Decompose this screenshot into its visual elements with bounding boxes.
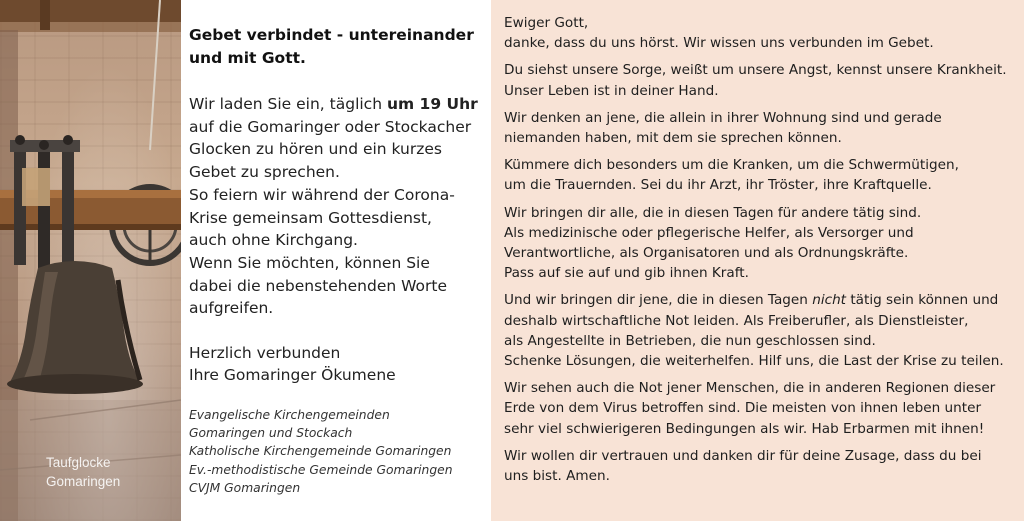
invitation-text	[189, 93, 491, 320]
prayer-paragraph-2	[504, 60, 1014, 100]
greeting	[189, 342, 491, 386]
prayer-line: Verantwortliche, als Organisatoren und als Ordnungskräfte.	[504, 245, 909, 262]
organization-line: Gomaringen und Stockach	[189, 426, 353, 441]
prayer-line-end: tätig sein können und	[846, 292, 999, 309]
photo-caption	[46, 453, 176, 491]
caption-line: Gomaringen	[46, 474, 121, 489]
prayer-line: deshalb wirtschaftliche Not leiden. Als Freiberufler, als Dienstleister,	[504, 312, 969, 329]
prayer-line: als Angestellte in Betrieben, die nun geschlossen sind.	[504, 332, 876, 349]
invite-line: aufgreifen.	[189, 299, 274, 318]
invite-line: auch ohne Kirchgang.	[189, 231, 358, 250]
greeting-line: Herzlich verbunden	[189, 344, 341, 363]
prayer-line: Erde von dem Virus betroffen sind. Die meisten von ihnen leben unter	[504, 400, 982, 417]
bell-illustration	[0, 0, 181, 521]
invite-time: um 19 Uhr	[386, 95, 478, 113]
prayer-line: Wir sehen auch die Not jener Menschen, die in anderen Regionen dieser	[504, 380, 996, 397]
invite-line: auf die Gomaringer oder Stockacher	[189, 117, 472, 136]
caption-line: Taufglocke	[46, 455, 111, 470]
prayer-line: sehr viel schwierigeren Bedingungen als wir. Hab Erbarmen mit ihnen!	[504, 420, 985, 437]
prayer-line: uns bist. Amen.	[504, 468, 610, 485]
prayer-line: Kümmere dich besonders um die Kranken, um die Schwermütigen,	[504, 157, 959, 174]
organization-line: CVJM Gomaringen	[189, 480, 301, 495]
prayer-paragraph-3	[504, 108, 1014, 148]
invite-line: Gebet zu sprechen.	[189, 163, 340, 182]
prayer-line: Wir denken an jene, die allein in ihrer Wohnung sind und gerade	[504, 109, 942, 126]
invite-line-start: Wir laden Sie ein, täglich	[189, 95, 387, 113]
prayer-line: Wir bringen dir alle, die in diesen Tagen für andere tätig sind.	[504, 204, 922, 221]
prayer-line: niemanden haben, mit dem sie sprechen können.	[504, 130, 842, 147]
organization-line: Ev.-methodistische Gemeinde Gomaringen	[189, 462, 453, 477]
prayer-line: Wir wollen dir vertrauen und danken dir für deine Zusage, dass du bei	[504, 447, 982, 464]
invitation-panel	[181, 0, 491, 521]
prayer-paragraph-5	[504, 203, 1014, 284]
prayer-paragraph-6	[504, 290, 1014, 371]
prayer-line: danke, dass du uns hörst. Wir wissen uns verbunden im Gebet.	[504, 35, 934, 52]
prayer-line: Schenke Lösungen, die weiterhelfen. Hilf uns, die Last der Krise zu teilen.	[504, 353, 1004, 370]
prayer-paragraph-8	[504, 446, 1014, 486]
prayer-line: Pass auf sie auf und gib ihnen Kraft.	[504, 265, 749, 282]
invite-line: dabei die nebenstehenden Worte	[189, 276, 447, 295]
prayer-line: Als medizinische oder pflegerische Helfer, als Versorger und	[504, 224, 914, 241]
ceiling-beam	[0, 0, 181, 22]
invite-line	[189, 93, 491, 116]
emphasis-nicht: nicht	[812, 292, 847, 309]
invite-line: Wenn Sie möchten, können Sie	[189, 253, 430, 272]
prayer-line-start: Und wir bringen dir jene, die in diesen Tagen	[504, 292, 813, 309]
prayer-line: Ewiger Gott,	[504, 15, 589, 31]
invite-line: Glocken zu hören und ein kurzes	[189, 140, 442, 159]
prayer-line: Du siehst unsere Sorge, weißt um unsere Angst, kennst unsere Krankheit.	[504, 62, 1007, 79]
invite-line: Krise gemeinsam Gottesdienst,	[189, 208, 432, 227]
heading-line: und mit Gott.	[189, 49, 306, 67]
prayer-line	[504, 290, 1014, 310]
prayer-panel	[491, 0, 1024, 521]
invitation-heading	[189, 24, 491, 70]
organization-line: Evangelische Kirchengemeinden	[189, 408, 390, 423]
prayer-paragraph-7	[504, 378, 1014, 439]
prayer-line: Unser Leben ist in deiner Hand.	[504, 82, 719, 99]
organizations-list	[189, 406, 491, 497]
bell-photo	[0, 0, 181, 521]
prayer-line: um die Trauernden. Sei du ihr Arzt, ihr Tröster, ihre Kraftquelle.	[504, 177, 932, 194]
prayer-paragraph-1	[504, 13, 1014, 53]
heading-line: Gebet verbindet - untereinander	[189, 26, 474, 44]
prayer-paragraph-4	[504, 155, 1014, 195]
greeting-line: Ihre Gomaringer Ökumene	[189, 366, 396, 385]
invite-line: So feiern wir während der Corona-	[189, 185, 455, 204]
organization-line: Katholische Kirchengemeinde Gomaringen	[189, 444, 452, 459]
